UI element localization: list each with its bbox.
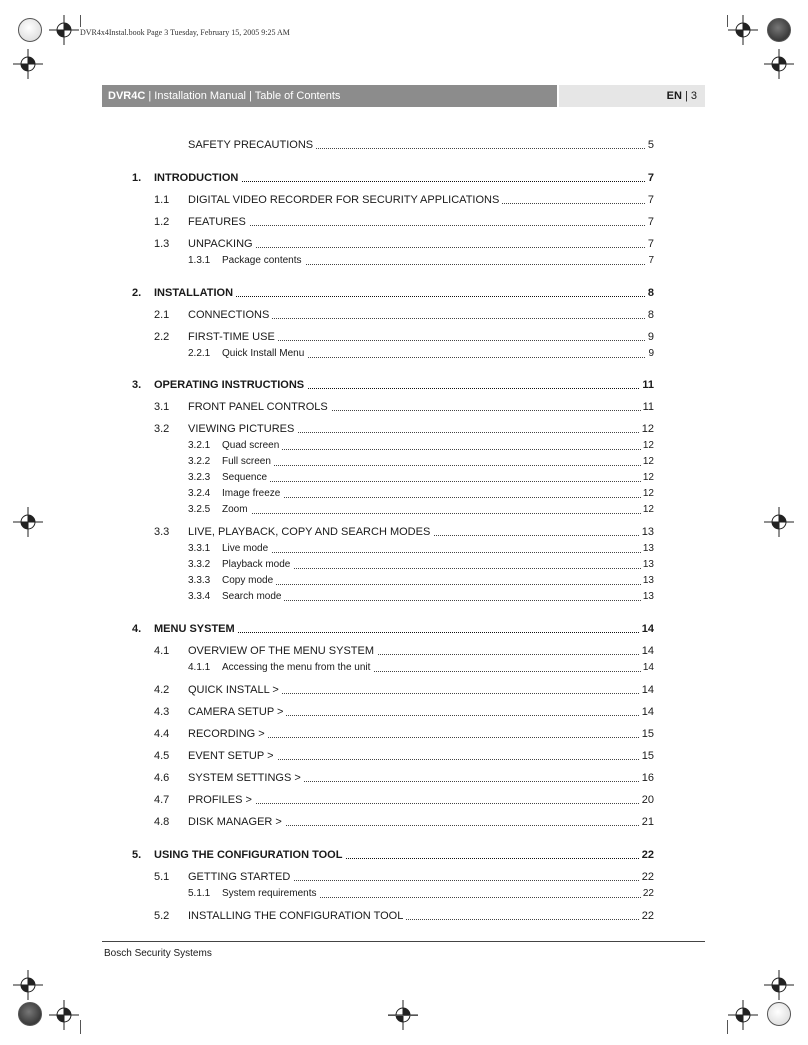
crop-mark: [388, 1015, 418, 1016]
toc-entry[interactable]: [0, 909, 808, 923]
toc-entry[interactable]: [0, 771, 808, 785]
dot-leader: [192, 247, 647, 248]
toc-entry[interactable]: [0, 455, 808, 469]
toc-entry-page: 7: [648, 255, 654, 266]
color-target-icon: [767, 1002, 791, 1026]
toc-entry-title: CONNECTIONS: [188, 308, 272, 322]
header-separator: |: [145, 90, 155, 102]
toc-entry[interactable]: [0, 848, 808, 862]
toc-entry-title: Full screen: [222, 455, 274, 469]
toc-entry-page: 13: [642, 591, 654, 602]
toc-entry-page: 14: [642, 662, 654, 673]
toc-entry[interactable]: [0, 215, 808, 229]
toc-entry-page: 7: [647, 216, 654, 228]
crop-mark: [727, 1020, 728, 1034]
toc-entry-title: UNPACKING: [188, 237, 256, 251]
toc-entry-title: OVERVIEW OF THE MENU SYSTEM: [188, 644, 377, 658]
dot-leader: [226, 481, 647, 482]
toc-entry-page: 8: [647, 287, 654, 299]
toc-entry-title: QUICK INSTALL >: [188, 683, 282, 697]
toc-entry-page: 22: [641, 910, 654, 922]
toc-entry[interactable]: [0, 471, 808, 485]
toc-entry-number: 2.: [132, 287, 142, 299]
color-target-icon: [18, 1002, 42, 1026]
toc-entry-number: 3.2.4: [188, 488, 211, 499]
toc-entry-title: Zoom: [222, 503, 251, 517]
toc-entry-page: 14: [641, 706, 654, 718]
toc-entry-title: Live mode: [222, 542, 271, 556]
toc-entry-page: 5: [647, 139, 654, 151]
toc-entry-page: 13: [642, 559, 654, 570]
toc-entry-title: INSTALLATION: [154, 286, 236, 300]
color-target-icon: [767, 18, 791, 42]
color-target-icon: [18, 18, 42, 42]
dot-leader: [192, 225, 647, 226]
toc-entry-number: 2.1: [154, 309, 170, 321]
dot-leader: [226, 552, 647, 553]
toc-entry-number: 4.8: [154, 816, 170, 828]
toc-entry-number: 4.1.1: [188, 662, 211, 673]
toc-entry-title: MENU SYSTEM: [154, 622, 238, 636]
registration-mark-icon: [13, 49, 43, 79]
toc-entry-page: 15: [641, 728, 654, 740]
toc-entry-number: 3.3.1: [188, 543, 211, 554]
toc-entry-page: 8: [647, 309, 654, 321]
toc-entry-number: 3.2.2: [188, 456, 211, 467]
toc-entry-number: 4.3: [154, 706, 170, 718]
toc-entry-page: 12: [642, 440, 654, 451]
toc-entry[interactable]: [0, 138, 808, 152]
toc-entry[interactable]: [0, 439, 808, 453]
toc-entry[interactable]: [0, 815, 808, 829]
toc-entry-title: FRONT PANEL CONTROLS: [188, 400, 331, 414]
dot-leader: [226, 584, 647, 585]
toc-entry-page: 9: [648, 348, 654, 359]
toc-entry-page: 13: [642, 543, 654, 554]
toc-entry-number: 4.2: [154, 684, 170, 696]
print-slug: DVR4x4Instal.book Page 3 Tuesday, February 15, 2005 9:25 AM: [80, 28, 290, 37]
toc-entry-title: OPERATING INSTRUCTIONS: [154, 378, 307, 392]
toc-entry-page: 22: [641, 871, 654, 883]
toc-entry-title: PROFILES >: [188, 793, 255, 807]
toc-entry-number: 1.3: [154, 238, 170, 250]
toc-entry[interactable]: [0, 286, 808, 300]
header-separator: |: [681, 90, 691, 102]
registration-mark-icon: [13, 507, 43, 537]
product-name: DVR4C: [108, 90, 146, 102]
registration-mark-icon: [764, 507, 794, 537]
toc-entry[interactable]: [0, 308, 808, 322]
toc-entry-title: EVENT SETUP >: [188, 749, 277, 763]
toc-entry-title: Search mode: [222, 590, 284, 604]
toc-entry[interactable]: [0, 254, 808, 268]
toc-entry-title: LIVE, PLAYBACK, COPY AND SEARCH MODES: [188, 525, 433, 539]
page-number: 3: [690, 90, 697, 102]
language-code: EN: [666, 90, 682, 102]
toc-entry-title: Sequence: [222, 471, 270, 485]
toc-entry-page: 12: [642, 472, 654, 483]
toc-entry-number: 1.1: [154, 194, 170, 206]
toc-entry-title: SAFETY PRECAUTIONS: [188, 138, 316, 152]
toc-entry-number: 4.4: [154, 728, 170, 740]
toc-entry-title: FEATURES: [188, 215, 249, 229]
crop-mark: [80, 15, 81, 27]
toc-entry-page: 7: [647, 194, 654, 206]
toc-entry-title: INSTALLING THE CONFIGURATION TOOL: [188, 909, 406, 923]
toc-entry-number: 2.2: [154, 331, 170, 343]
toc-entry[interactable]: [0, 378, 808, 392]
toc-entry[interactable]: [0, 683, 808, 697]
toc-entry-number: 5.1: [154, 871, 170, 883]
toc-entry[interactable]: [0, 503, 808, 517]
toc-entry[interactable]: [0, 793, 808, 807]
toc-entry-title: System requirements: [222, 887, 319, 901]
toc-entry-title: CAMERA SETUP >: [188, 705, 286, 719]
toc-entry-page: 9: [647, 331, 654, 343]
toc-entry-number: 3.2.5: [188, 504, 211, 515]
toc-entry-page: 12: [642, 456, 654, 467]
toc-entry-number: 4.5: [154, 750, 170, 762]
crop-mark: [80, 1020, 81, 1034]
registration-mark-icon: [728, 15, 758, 45]
toc-entry-page: 11: [642, 379, 654, 391]
toc-entry-title: RECORDING >: [188, 727, 268, 741]
toc-entry-page: 13: [642, 575, 654, 586]
header-separator: |: [246, 90, 255, 102]
toc-entry-title: Quick Install Menu: [222, 347, 307, 361]
toc-entry[interactable]: [0, 487, 808, 501]
toc-entry[interactable]: [0, 727, 808, 741]
dot-leader: [226, 449, 647, 450]
toc-entry-number: 4.6: [154, 772, 170, 784]
registration-mark-icon: [764, 49, 794, 79]
toc-entry-title: Image freeze: [222, 487, 283, 501]
toc-entry-page: 22: [642, 888, 654, 899]
toc-entry-page: 21: [641, 816, 654, 828]
toc-entry-title: USING THE CONFIGURATION TOOL: [154, 848, 345, 862]
toc-entry-page: 12: [642, 504, 654, 515]
toc-entry-number: 3.3.4: [188, 591, 211, 602]
toc-entry-title: GETTING STARTED: [188, 870, 293, 884]
dot-leader: [226, 465, 647, 466]
toc-entry-number: 5.2: [154, 910, 170, 922]
toc-entry[interactable]: [0, 574, 808, 588]
toc-entry-page: 7: [647, 238, 654, 250]
dot-leader: [226, 600, 647, 601]
toc-entry-number: 5.: [132, 849, 142, 861]
dot-leader: [226, 513, 647, 514]
toc-entry-number: 3.1: [154, 401, 170, 413]
toc-entry-number: 1.2: [154, 216, 170, 228]
toc-entry-number: 2.2.1: [188, 348, 211, 359]
toc-entry[interactable]: [0, 193, 808, 207]
toc-entry[interactable]: [0, 590, 808, 604]
toc-entry-page: 22: [641, 849, 654, 861]
toc-entry[interactable]: [0, 237, 808, 251]
toc-entry-number: 4.7: [154, 794, 170, 806]
toc-entry[interactable]: [0, 661, 808, 675]
toc-entry-title: DIGITAL VIDEO RECORDER FOR SECURITY APPLICATIONS: [188, 193, 502, 207]
toc-entry-title: Playback mode: [222, 558, 293, 572]
toc-entry[interactable]: [0, 644, 808, 658]
toc-entry[interactable]: [0, 870, 808, 884]
toc-entry-number: 3.2.1: [188, 440, 211, 451]
toc-entry-number: 3.: [132, 379, 142, 391]
dot-leader: [226, 497, 647, 498]
footer-text: Bosch Security Systems: [104, 948, 212, 959]
toc-entry-title: Package contents: [222, 254, 305, 268]
toc-entry[interactable]: [0, 400, 808, 414]
toc-entry-page: 7: [647, 172, 654, 184]
toc-entry[interactable]: [0, 622, 808, 636]
registration-mark-icon: [49, 1000, 79, 1030]
manual-title: Installation Manual: [154, 90, 247, 102]
toc-entry-number: 3.2: [154, 423, 170, 435]
toc-entry[interactable]: [0, 525, 808, 539]
toc-entry-page: 12: [642, 488, 654, 499]
toc-entry-number: 3.3: [154, 526, 170, 538]
section-title: Table of Contents: [254, 90, 341, 102]
dot-leader: [192, 803, 647, 804]
registration-mark-icon: [728, 1000, 758, 1030]
toc-entry[interactable]: [0, 171, 808, 185]
toc-entry-title: Copy mode: [222, 574, 276, 588]
toc-entry-number: 1.: [132, 172, 142, 184]
toc-entry-page: 12: [641, 423, 654, 435]
toc-entry-page: 13: [641, 526, 654, 538]
toc-entry-number: 3.2.3: [188, 472, 211, 483]
toc-entry[interactable]: [0, 749, 808, 763]
toc-entry-number: 4.: [132, 623, 142, 635]
toc-entry-page: 14: [641, 623, 654, 635]
toc-entry-page: 11: [642, 401, 654, 413]
toc-entry-title: SYSTEM SETTINGS >: [188, 771, 304, 785]
toc-entry[interactable]: [0, 558, 808, 572]
toc-entry-title: DISK MANAGER >: [188, 815, 285, 829]
toc-entry-number: 3.3.2: [188, 559, 211, 570]
toc-entry[interactable]: [0, 705, 808, 719]
crop-mark: [727, 15, 728, 27]
toc-entry-title: INTRODUCTION: [154, 171, 241, 185]
toc-entry[interactable]: [0, 347, 808, 361]
registration-mark-icon: [49, 15, 79, 45]
toc-entry-number: 1.3.1: [188, 255, 211, 266]
toc-entry-title: FIRST-TIME USE: [188, 330, 278, 344]
toc-entry-number: 5.1.1: [188, 888, 211, 899]
toc-entry-title: Quad screen: [222, 439, 282, 453]
toc-entry-page: 16: [641, 772, 654, 784]
toc-entry-page: 14: [641, 645, 654, 657]
toc-entry-title: Accessing the menu from the unit: [222, 661, 373, 675]
toc-entry-page: 20: [641, 794, 654, 806]
toc-entry-number: 4.1: [154, 645, 170, 657]
toc-entry[interactable]: [0, 422, 808, 436]
registration-mark-icon: [13, 970, 43, 1000]
toc-entry[interactable]: [0, 330, 808, 344]
toc-entry-page: 14: [641, 684, 654, 696]
toc-entry-number: 3.3.3: [188, 575, 211, 586]
toc-entry[interactable]: [0, 887, 808, 901]
toc-entry[interactable]: [0, 542, 808, 556]
registration-mark-icon: [764, 970, 794, 1000]
footer-rule: [102, 941, 705, 942]
toc-entry-page: 15: [641, 750, 654, 762]
toc-entry-title: VIEWING PICTURES: [188, 422, 297, 436]
